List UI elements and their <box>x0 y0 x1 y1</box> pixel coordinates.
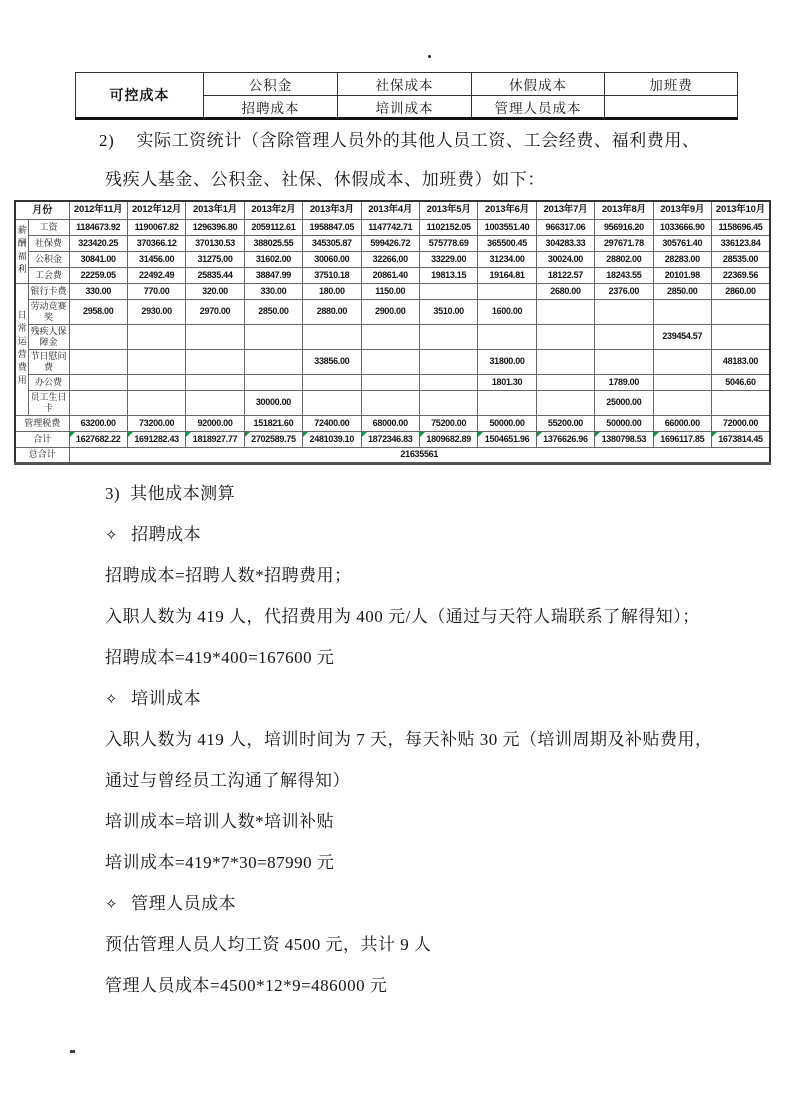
cost-item-cell: 管理人员成本 <box>472 96 605 119</box>
value-cell: 25000.00 <box>595 390 653 415</box>
value-cell: 2880.00 <box>303 299 361 324</box>
row-label: 总合计 <box>15 447 69 463</box>
item-number: 2) <box>99 131 115 150</box>
paragraph-text: 入职人数为 419 人，代招费用为 400 元/人（通过与天符人瑞联系了解得知）； <box>105 607 700 626</box>
bullet-item <box>105 678 713 719</box>
item-number: 3) <box>105 484 121 503</box>
value-cell: 330.00 <box>69 283 127 299</box>
month-header-cell: 2013年8月 <box>595 201 653 219</box>
value-cell <box>653 390 711 415</box>
value-cell <box>244 349 302 374</box>
value-cell: 37510.18 <box>303 267 361 283</box>
row-label: 合计 <box>15 431 69 447</box>
cost-item-cell: 公积金 <box>204 73 338 96</box>
text-line <box>105 719 713 760</box>
row-label: 残疾人保障金 <box>28 324 69 349</box>
value-cell <box>419 390 477 415</box>
value-cell: 1872346.83 <box>361 431 419 447</box>
value-cell: 31275.00 <box>186 251 244 267</box>
value-cell: 320.00 <box>186 283 244 299</box>
table-row <box>15 299 770 324</box>
value-cell <box>653 349 711 374</box>
stray-dash <box>70 1050 75 1053</box>
value-cell: 22259.05 <box>69 267 127 283</box>
month-header-row <box>15 201 770 219</box>
table-row <box>15 390 770 415</box>
value-cell: 48183.00 <box>711 349 770 374</box>
cost-item-cell: 休假成本 <box>472 73 605 96</box>
value-cell <box>711 390 770 415</box>
value-cell: 30060.00 <box>303 251 361 267</box>
month-header-cell: 2013年4月 <box>361 201 419 219</box>
row-group-label: 日常运营费用 <box>15 283 28 415</box>
cost-item-cell <box>605 96 738 119</box>
value-cell: 239454.57 <box>653 324 711 349</box>
diamond-bullet-icon: ✧ <box>105 528 119 544</box>
value-cell: 19164.81 <box>478 267 536 283</box>
value-cell <box>653 374 711 390</box>
row-label: 办公费 <box>28 374 69 390</box>
value-cell: 31234.00 <box>478 251 536 267</box>
text-line <box>105 555 713 596</box>
month-header-cell: 2013年5月 <box>419 201 477 219</box>
value-cell: 1801.30 <box>478 374 536 390</box>
value-cell <box>69 324 127 349</box>
paragraph-text: 招聘成本=招聘人数*招聘费用； <box>105 566 352 585</box>
value-cell <box>127 390 185 415</box>
value-cell: 28535.00 <box>711 251 770 267</box>
value-cell: 33856.00 <box>303 349 361 374</box>
row-label: 工会费 <box>28 267 69 283</box>
value-cell: 1789.00 <box>595 374 653 390</box>
value-cell <box>478 283 536 299</box>
value-cell: 30024.00 <box>536 251 594 267</box>
value-cell: 345305.87 <box>303 235 361 251</box>
value-cell: 1691282.43 <box>127 431 185 447</box>
value-cell: 388025.55 <box>244 235 302 251</box>
value-cell <box>711 299 770 324</box>
value-cell: 72400.00 <box>303 415 361 431</box>
value-cell <box>419 349 477 374</box>
value-cell <box>69 374 127 390</box>
value-cell: 1102152.05 <box>419 219 477 235</box>
value-cell <box>653 299 711 324</box>
bullet-item <box>105 883 713 924</box>
paragraph-text: 预估管理人员人均工资 4500 元，共计 9 人 <box>105 935 432 954</box>
value-cell <box>419 374 477 390</box>
value-cell: 55200.00 <box>536 415 594 431</box>
value-cell: 1376626.96 <box>536 431 594 447</box>
row-label: 管理税费 <box>15 415 69 431</box>
month-header-cell: 2013年7月 <box>536 201 594 219</box>
month-header-cell: 2013年10月 <box>711 201 770 219</box>
controllable-cost-label: 可控成本 <box>76 73 204 119</box>
value-cell: 20101.98 <box>653 267 711 283</box>
value-cell: 1958847.05 <box>303 219 361 235</box>
value-cell <box>244 374 302 390</box>
value-cell <box>595 349 653 374</box>
value-cell: 33229.00 <box>419 251 477 267</box>
table-row <box>15 219 770 235</box>
value-cell <box>536 324 594 349</box>
value-cell <box>361 324 419 349</box>
salary-statistics-table <box>14 200 771 465</box>
value-cell <box>186 324 244 349</box>
row-group-label: 薪酬福利 <box>15 219 28 283</box>
value-cell: 28802.00 <box>595 251 653 267</box>
value-cell: 5046.60 <box>711 374 770 390</box>
value-cell <box>361 349 419 374</box>
value-cell <box>361 390 419 415</box>
value-cell: 1158696.45 <box>711 219 770 235</box>
value-cell: 30000.00 <box>244 390 302 415</box>
controllable-cost-table <box>75 72 738 120</box>
value-cell: 63200.00 <box>69 415 127 431</box>
grand-total-value: 21635561 <box>69 447 770 463</box>
value-cell <box>478 324 536 349</box>
value-cell <box>361 374 419 390</box>
text-line <box>105 965 713 1006</box>
value-cell: 1380798.53 <box>595 431 653 447</box>
value-cell: 38847.99 <box>244 267 302 283</box>
table-row <box>15 431 770 447</box>
value-cell: 1190067.82 <box>127 219 185 235</box>
value-cell: 956916.20 <box>595 219 653 235</box>
value-cell <box>303 374 361 390</box>
value-cell <box>536 374 594 390</box>
value-cell: 575778.69 <box>419 235 477 251</box>
value-cell: 2958.00 <box>69 299 127 324</box>
row-label: 银行卡费 <box>28 283 69 299</box>
value-cell: 2860.00 <box>711 283 770 299</box>
row-label: 劳动竞赛奖 <box>28 299 69 324</box>
value-cell: 18243.55 <box>595 267 653 283</box>
value-cell: 1504651.96 <box>478 431 536 447</box>
table-row <box>15 235 770 251</box>
table-row <box>15 447 770 463</box>
table-row <box>15 283 770 299</box>
value-cell: 304283.33 <box>536 235 594 251</box>
value-cell: 28283.00 <box>653 251 711 267</box>
value-cell: 305761.40 <box>653 235 711 251</box>
value-cell <box>186 390 244 415</box>
row-label: 员工生日卡 <box>28 390 69 415</box>
month-header-cell: 2013年2月 <box>244 201 302 219</box>
value-cell: 323420.25 <box>69 235 127 251</box>
value-cell: 1184673.92 <box>69 219 127 235</box>
value-cell: 2702589.75 <box>244 431 302 447</box>
value-cell <box>419 324 477 349</box>
value-cell: 1818927.77 <box>186 431 244 447</box>
cost-item-cell: 加班费 <box>605 73 738 96</box>
intro-line-1 <box>99 130 700 152</box>
value-cell: 966317.06 <box>536 219 594 235</box>
value-cell: 1673814.45 <box>711 431 770 447</box>
value-cell: 3510.00 <box>419 299 477 324</box>
value-cell: 22369.56 <box>711 267 770 283</box>
months-corner-label: 月份 <box>15 201 69 219</box>
row-label: 节日慰问费 <box>28 349 69 374</box>
paragraph-text: 管理人员成本 <box>131 894 237 913</box>
value-cell <box>127 349 185 374</box>
value-cell: 180.00 <box>303 283 361 299</box>
value-cell: 336123.84 <box>711 235 770 251</box>
intro-text: 实际工资统计（含除管理人员外的其他人员工资、工会经费、福利费用、 <box>136 131 700 150</box>
month-header-cell: 2013年6月 <box>478 201 536 219</box>
paragraph-text: 管理人员成本=4500*12*9=486000 元 <box>105 976 388 995</box>
value-cell <box>595 299 653 324</box>
value-cell: 1809682.89 <box>419 431 477 447</box>
paragraph-text: 招聘成本 <box>131 525 202 544</box>
text-line <box>105 760 713 801</box>
value-cell: 31800.00 <box>478 349 536 374</box>
month-header-cell: 2013年3月 <box>303 201 361 219</box>
value-cell: 32266.00 <box>361 251 419 267</box>
value-cell <box>536 390 594 415</box>
month-header-cell: 2013年9月 <box>653 201 711 219</box>
value-cell: 1600.00 <box>478 299 536 324</box>
table-row <box>15 251 770 267</box>
paragraph-text: 培训成本 <box>131 689 202 708</box>
value-cell: 18122.57 <box>536 267 594 283</box>
value-cell: 25835.44 <box>186 267 244 283</box>
value-cell: 19813.15 <box>419 267 477 283</box>
value-cell <box>303 390 361 415</box>
table-row <box>15 415 770 431</box>
value-cell: 1003551.40 <box>478 219 536 235</box>
value-cell: 2850.00 <box>653 283 711 299</box>
value-cell: 30841.00 <box>69 251 127 267</box>
table-row <box>15 349 770 374</box>
value-cell: 68000.00 <box>361 415 419 431</box>
diamond-bullet-icon: ✧ <box>105 897 119 913</box>
value-cell: 50000.00 <box>478 415 536 431</box>
value-cell: 370366.12 <box>127 235 185 251</box>
value-cell <box>478 390 536 415</box>
value-cell: 2930.00 <box>127 299 185 324</box>
row-label: 工资 <box>28 219 69 235</box>
value-cell: 66000.00 <box>653 415 711 431</box>
intro-line-2: 残疾人基金、公积金、社保、休假成本、加班费）如下： <box>105 170 545 189</box>
month-header-cell: 2013年1月 <box>186 201 244 219</box>
value-cell <box>595 324 653 349</box>
text-line <box>105 801 713 842</box>
value-cell <box>419 283 477 299</box>
value-cell: 73200.00 <box>127 415 185 431</box>
value-cell: 2059112.61 <box>244 219 302 235</box>
table-row <box>15 324 770 349</box>
cost-item-cell: 社保成本 <box>338 73 472 96</box>
bullet-item <box>105 514 713 555</box>
value-cell: 1147742.71 <box>361 219 419 235</box>
value-cell: 31456.00 <box>127 251 185 267</box>
value-cell: 151821.60 <box>244 415 302 431</box>
value-cell <box>536 299 594 324</box>
value-cell <box>536 349 594 374</box>
value-cell: 92000.00 <box>186 415 244 431</box>
row-label: 公积金 <box>28 251 69 267</box>
value-cell: 75200.00 <box>419 415 477 431</box>
value-cell <box>69 349 127 374</box>
paragraph-text: 通过与曾经员工沟通了解得知） <box>105 771 350 790</box>
value-cell: 2850.00 <box>244 299 302 324</box>
table-row <box>15 267 770 283</box>
value-cell: 22492.49 <box>127 267 185 283</box>
diamond-bullet-icon: ✧ <box>105 692 119 708</box>
value-cell: 1296396.80 <box>186 219 244 235</box>
intro-paragraph <box>99 130 700 191</box>
month-header-cell: 2012年11月 <box>69 201 127 219</box>
value-cell: 599426.72 <box>361 235 419 251</box>
value-cell: 2376.00 <box>595 283 653 299</box>
paragraph-text: 招聘成本=419*400=167600 元 <box>105 648 335 667</box>
value-cell <box>127 374 185 390</box>
paragraph-text: 其他成本测算 <box>130 484 236 503</box>
table-row <box>15 374 770 390</box>
text-line <box>105 637 713 678</box>
value-cell: 1150.00 <box>361 283 419 299</box>
value-cell: 20861.40 <box>361 267 419 283</box>
value-cell: 2970.00 <box>186 299 244 324</box>
value-cell <box>186 349 244 374</box>
body-paragraphs <box>105 473 713 1006</box>
value-cell <box>186 374 244 390</box>
cost-item-cell: 培训成本 <box>338 96 472 119</box>
paragraph-text: 培训成本=培训人数*培训补贴 <box>105 812 335 831</box>
value-cell: 2680.00 <box>536 283 594 299</box>
value-cell: 1627682.22 <box>69 431 127 447</box>
paragraph-text: 培训成本=419*7*30=87990 元 <box>105 853 335 872</box>
numbered-heading <box>105 473 713 514</box>
value-cell <box>69 390 127 415</box>
value-cell: 770.00 <box>127 283 185 299</box>
text-line <box>105 596 713 637</box>
value-cell: 31602.00 <box>244 251 302 267</box>
value-cell: 297671.78 <box>595 235 653 251</box>
value-cell <box>127 324 185 349</box>
value-cell: 1033666.90 <box>653 219 711 235</box>
paragraph-text: 入职人数为 419 人，培训时间为 7 天，每天补贴 30 元（培训周期及补贴费用， <box>105 730 713 749</box>
value-cell: 370130.53 <box>186 235 244 251</box>
text-line <box>105 842 713 883</box>
value-cell: 330.00 <box>244 283 302 299</box>
stray-dot <box>428 55 431 58</box>
value-cell: 50000.00 <box>595 415 653 431</box>
table-row <box>76 73 738 96</box>
row-label: 社保费 <box>28 235 69 251</box>
value-cell <box>303 324 361 349</box>
month-header-cell: 2012年12月 <box>127 201 185 219</box>
value-cell <box>711 324 770 349</box>
value-cell: 2900.00 <box>361 299 419 324</box>
value-cell: 1696117.85 <box>653 431 711 447</box>
value-cell: 72000.00 <box>711 415 770 431</box>
value-cell: 2481039.10 <box>303 431 361 447</box>
text-line <box>105 924 713 965</box>
value-cell <box>244 324 302 349</box>
cost-item-cell: 招聘成本 <box>204 96 338 119</box>
value-cell: 365500.45 <box>478 235 536 251</box>
